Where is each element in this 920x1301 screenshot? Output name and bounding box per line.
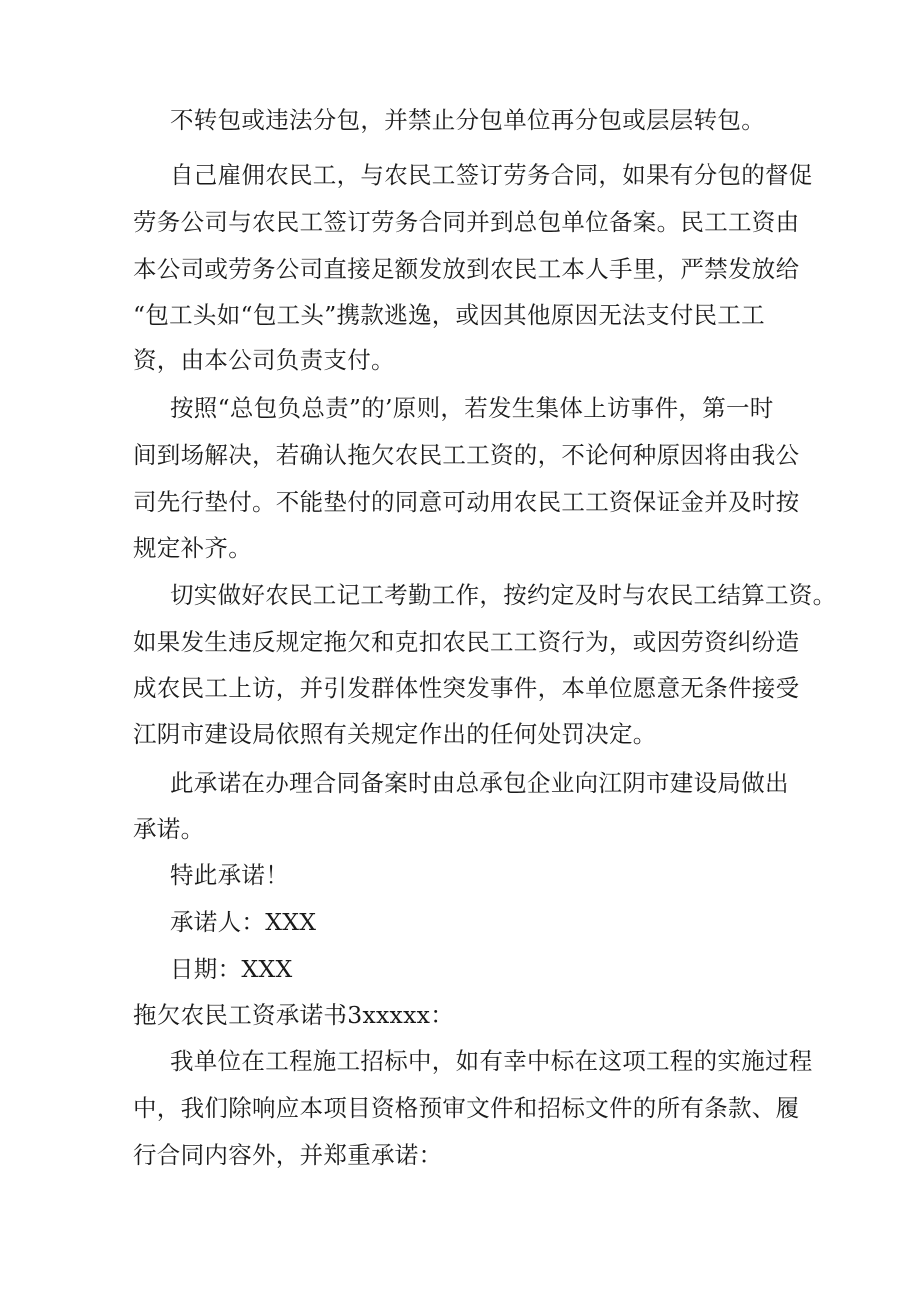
- paragraph-line: 资，由本公司负责支付。: [133, 346, 395, 374]
- paragraph-line: 江阴市建设局依照有关规定作出的任何处罚决定。: [133, 720, 657, 748]
- paragraph-line: 中，我们除响应本项目资格预审文件和招标文件的所有条款、履: [133, 1094, 800, 1122]
- closing-line: 特此承诺！: [170, 861, 289, 889]
- paragraph-line: 切实做好农民工记工考勤工作，按约定及时与农民工结算工资。: [170, 581, 837, 609]
- text-line: 不转包或违法分包，并禁止分包单位再分包或层层转包。: [170, 106, 765, 134]
- paragraph-line: 间到场解决，若确认拖欠农民工工资的，不论何种原因将由我公: [133, 441, 800, 469]
- paragraph-line: 自己雇佣农民工，与农民工签订劳务合同，如果有分包的督促: [170, 161, 813, 189]
- paragraph-line: 司先行垫付。不能垫付的同意可动用农民工工资保证金并及时按: [133, 488, 800, 516]
- paragraph-line: 如果发生违反规定拖欠和克扣农民工工资行为，或因劳资纠纷造: [133, 628, 800, 656]
- paragraph-line: 行合同内容外，并郑重承诺：: [133, 1141, 443, 1169]
- paragraph-line: 成农民工上访，并引发群体性突发事件，本单位愿意无条件接受: [133, 674, 800, 702]
- paragraph-line: 规定补齐。: [133, 534, 252, 562]
- section-heading: 拖欠农民工资承诺书3xxxxx：: [133, 1001, 455, 1029]
- paragraph-line: 劳务公司与农民工签订劳务合同并到总包单位备案。民工工资由: [133, 208, 800, 236]
- paragraph-line: “包工头如“包工头”携款逃逸，或因其他原因无法支付民工工: [133, 301, 765, 329]
- signatory-line: 承诺人：XXX: [170, 908, 317, 936]
- paragraph-line: 此承诺在办理合同备案时由总承包企业向江阴市建设局做出: [170, 769, 789, 797]
- paragraph-line: 承诺。: [133, 815, 205, 843]
- paragraph-line: 我单位在工程施工招标中，如有幸中标在这项工程的实施过程: [170, 1047, 813, 1075]
- paragraph-line: 本公司或劳务公司直接足额发放到农民工本人手里，严禁发放给: [133, 255, 800, 283]
- paragraph-line: 按照“总包负总责”的’原则，若发生集体上访事件，第一时: [170, 394, 774, 422]
- date-line: 日期：XXX: [170, 955, 293, 983]
